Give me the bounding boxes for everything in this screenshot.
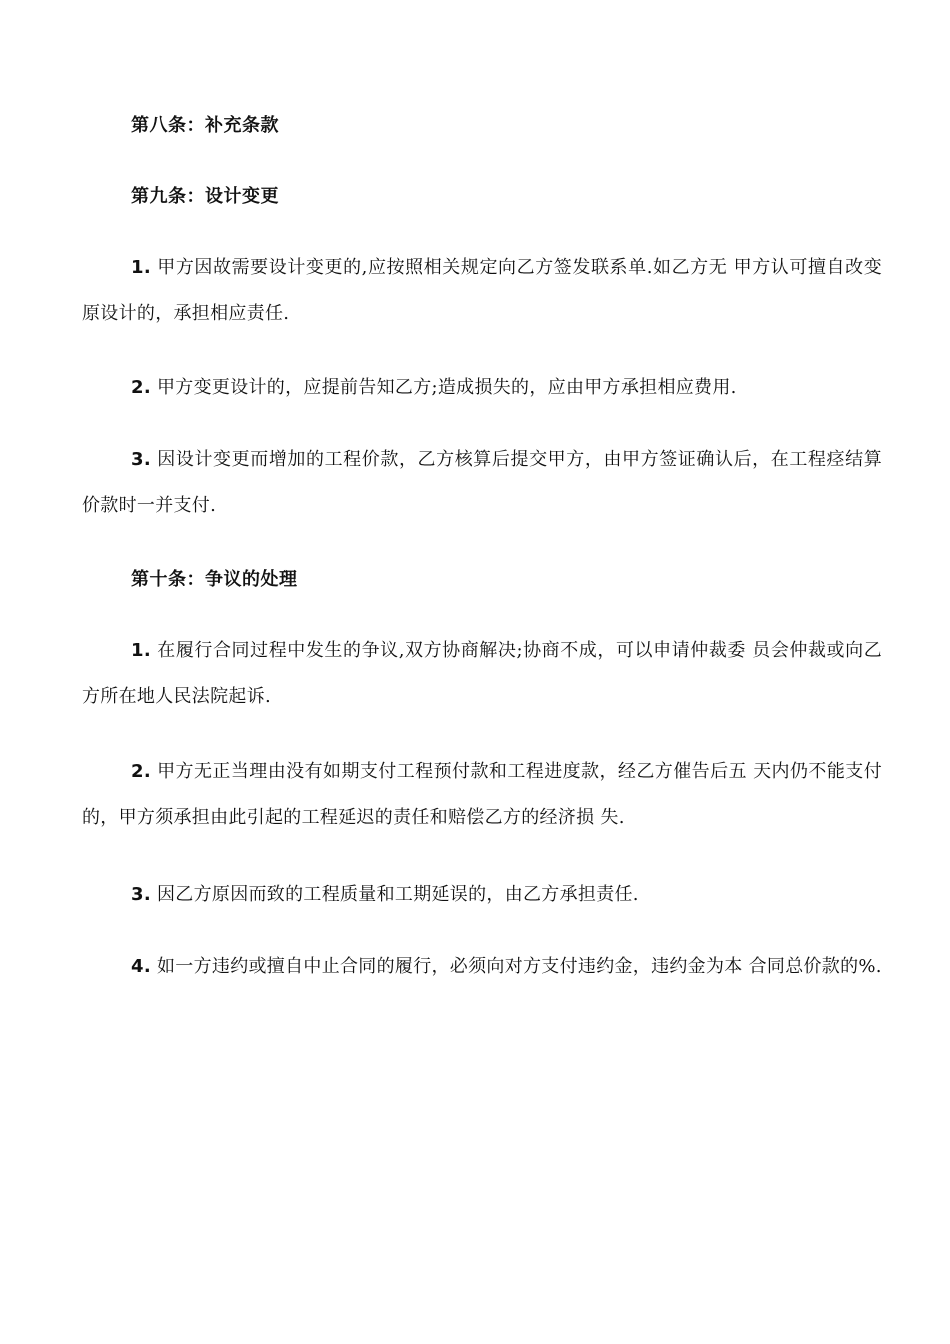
article-9-item-2 <box>82 365 882 411</box>
article-10-item-2 <box>82 749 882 841</box>
item-text: 如一方违约或擅自中止合同的履行，必须向对方支付违约金，违约金为本 合同总价款的%. <box>150 956 882 977</box>
item-text: 在履行合同过程中发生的争议,双方协商解决;协商不成，可以申请仲裁委 员会仲裁或向乙方所在地人民法院起诉. <box>82 640 882 707</box>
item-text: 甲方无正当理由没有如期支付工程预付款和工程进度款，经乙方催告后五 天内仍不能支付的，甲方须承担由此引起的工程延迟的责任和赔偿乙方的经济损 失. <box>82 761 882 828</box>
article-10-heading: 第十条：争议的处理 <box>131 569 298 590</box>
item-number: 1. <box>131 640 151 661</box>
item-number: 2. <box>131 377 151 398</box>
item-number: 3. <box>131 449 151 470</box>
article-8-heading: 第八条：补充条款 <box>131 115 279 136</box>
article-9-heading: 第九条：设计变更 <box>131 186 279 207</box>
item-text: 甲方因故需要设计变更的,应按照相关规定向乙方签发联系单.如乙方无 甲方认可擅自改变原设计的，承担相应责任. <box>82 257 882 324</box>
article-9-item-1 <box>82 245 882 337</box>
item-number: 2. <box>131 761 151 782</box>
article-10-item-3 <box>82 872 882 918</box>
item-text: 因设计变更而增加的工程价款，乙方核算后提交甲方，由甲方签证确认后，在工程痉结算价款时一并支付. <box>82 449 882 516</box>
item-text: 甲方变更设计的，应提前告知乙方;造成损失的，应由甲方承担相应费用. <box>150 377 737 398</box>
article-9-item-3 <box>82 437 882 529</box>
article-10-item-1 <box>82 628 882 720</box>
item-number: 4. <box>131 956 151 977</box>
item-number: 1. <box>131 257 151 278</box>
article-10-item-4 <box>82 944 882 990</box>
item-text: 因乙方原因而致的工程质量和工期延误的，由乙方承担责任. <box>150 884 639 905</box>
item-number: 3. <box>131 884 151 905</box>
